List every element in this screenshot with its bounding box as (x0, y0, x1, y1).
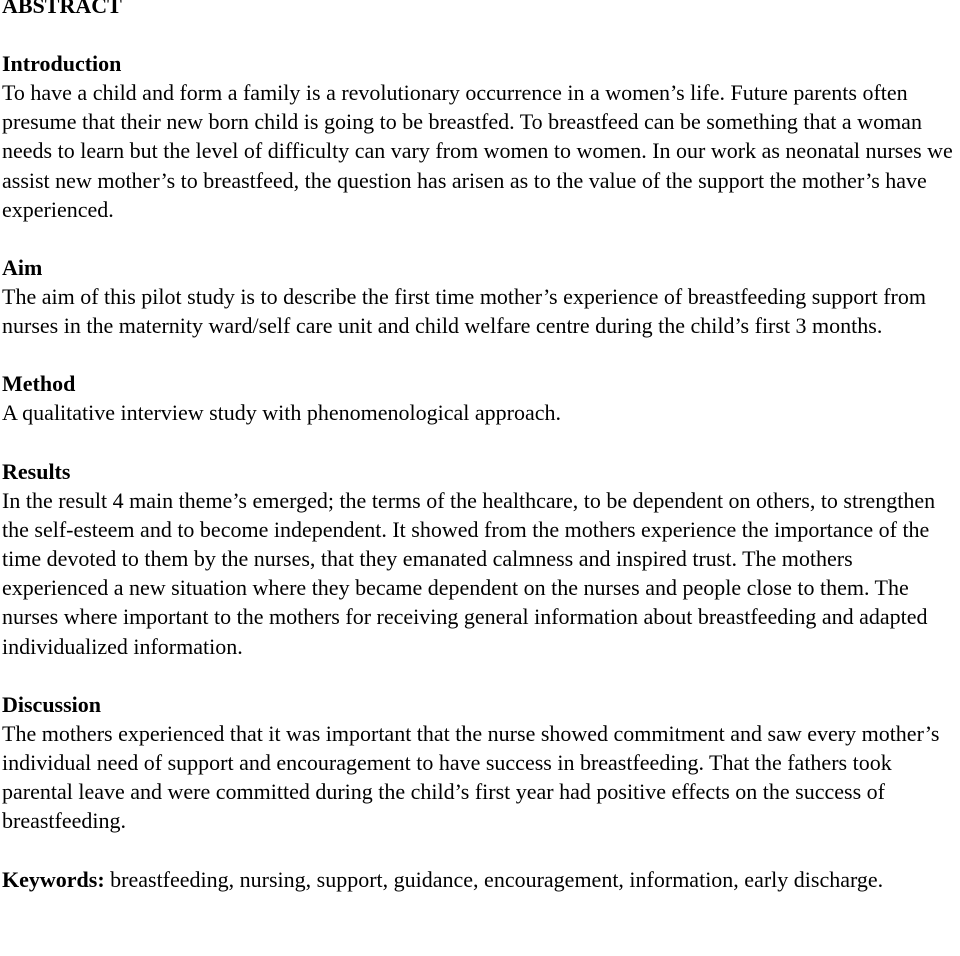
section-method (2, 369, 954, 427)
section-aim (2, 253, 954, 340)
keywords-text: breastfeeding, nursing, support, guidance, encouragement, information, early discharge. (104, 866, 884, 892)
section-title-aim: Aim (2, 255, 43, 281)
section-body-introduction: To have a child and form a family is a revolutionary occurrence in a women’s life. Future parents often presume that their new born child is going to be breastfed. To breastfeed can be something that a woman needs to learn but the level of difficulty can vary from women to women. In our work as neonatal nurses we assist new mother’s to breastfeed, the question has arisen as to the value of the support the mother’s have experienced. (2, 80, 953, 222)
section-body-results: In the result 4 main theme’s emerged; the terms of the healthcare, to be dependent on others, to strengthen the self-esteem and to become independent. It showed from the mothers experience the importance of the time devoted to them by the nurses, that they emanated calmness and inspired trust. The mothers experienced a new situation where they became dependent on the nurses and people close to them. The nurses where important to the mothers for receiving general information about breastfeeding and adapted individualized information. (2, 487, 936, 659)
section-title-discussion: Discussion (2, 691, 102, 717)
section-title-introduction: Introduction (2, 51, 122, 76)
section-title-results: Results (2, 458, 71, 484)
keywords-label: Keywords: (2, 866, 105, 892)
section-discussion (2, 690, 954, 836)
section-title-method: Method (2, 371, 76, 397)
section-body-aim: The aim of this pilot study is to describe the first time mother’s experience of breastfeeding support from nurses in the maternity ward/self care unit and child welfare centre during the child’s first 3 months. (2, 284, 926, 339)
abstract-heading: ABSTRACT (2, 0, 122, 18)
section-introduction (2, 49, 954, 224)
keywords-line (2, 865, 954, 894)
section-body-method: A qualitative interview study with phenomenological approach. (2, 400, 562, 426)
section-results (2, 457, 954, 661)
section-body-discussion: The mothers experienced that it was important that the nurse showed commitment and saw every mother’s individual need of support and encouragement to have success in breastfeeding. That the fathers took parental leave and were committed during the child’s first year had positive effects on the success of breastfeeding. (2, 720, 940, 834)
